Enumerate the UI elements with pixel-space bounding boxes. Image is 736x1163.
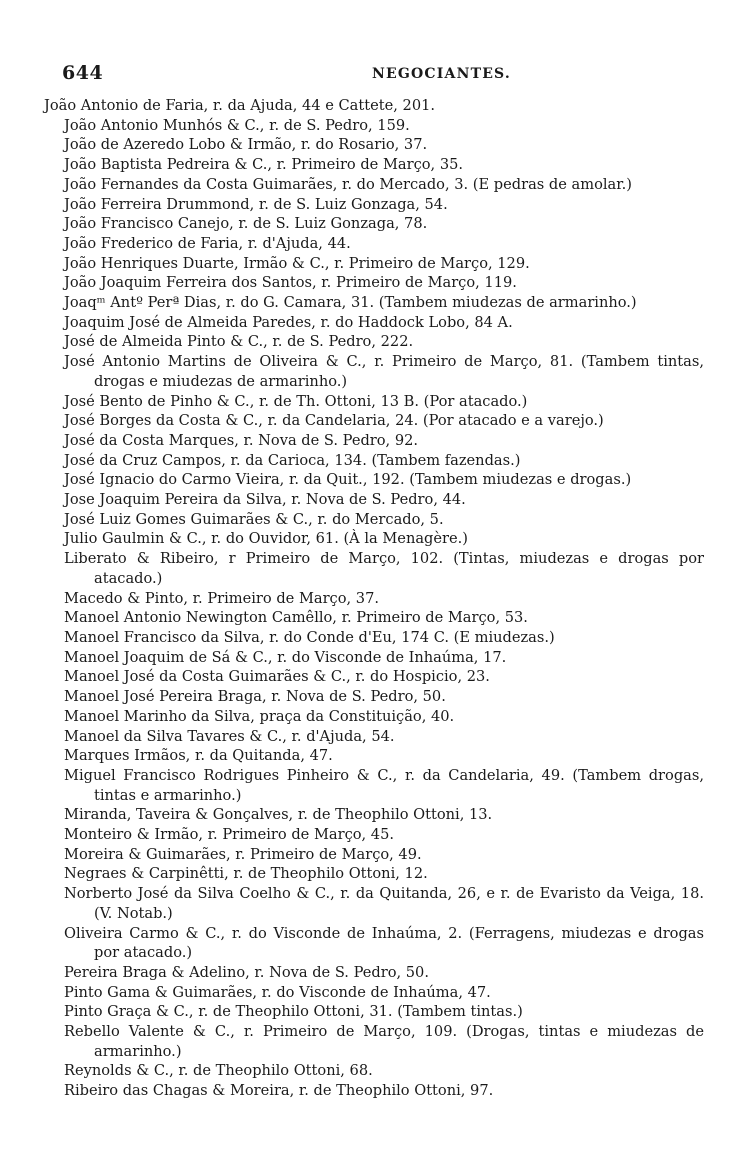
directory-entry: Manoel Joaquim de Sá & C., r. do Visconde de Inhaúma, 17. xyxy=(64,648,507,666)
directory-entry: Manoel Marinho da Silva, praça da Constituição, 40. xyxy=(64,707,455,725)
directory-entry: João Francisco Canejo, r. de S. Luiz Gonzaga, 78. xyxy=(64,215,428,233)
directory-entry: Rebello Valente & C., r. Primeiro de Março, 109. (Drogas, tintas e miudezas de armarinho.) xyxy=(64,1023,704,1060)
page-number: 644 xyxy=(62,62,104,84)
directory-entry: Miranda, Taveira & Gonçalves, r. de Theophilo Ottoni, 13. xyxy=(64,806,493,824)
directory-entry: Pereira Braga & Adelino, r. Nova de S. Pedro, 50. xyxy=(64,963,429,981)
running-head: NEGOCIANTES. xyxy=(372,66,511,82)
directory-entry: Norberto José da Silva Coelho & C., r. da Quitanda, 26, e r. de Evaristo da Veiga, 18. (V. Notab.) xyxy=(64,885,704,922)
directory-entry: João Fernandes da Costa Guimarães, r. do Mercado, 3. (E pedras de amolar.) xyxy=(64,175,632,193)
directory-entry: Liberato & Ribeiro, r Primeiro de Março, 102. (Tintas, miudezas e drogas por atacado.) xyxy=(64,550,704,587)
page-header xyxy=(62,62,702,90)
directory-entry: João Frederico de Faria, r. d'Ajuda, 44. xyxy=(64,234,351,252)
directory-entry: Oliveira Carmo & C., r. do Visconde de Inhaúma, 2. (Ferragens, miudezas e drogas por atacado.) xyxy=(64,924,704,962)
directory-entry: Negraes & Carpinêtti, r. de Theophilo Ottoni, 12. xyxy=(64,865,428,883)
directory-entry: João Ferreira Drummond, r. de S. Luiz Gonzaga, 54. xyxy=(64,195,448,213)
directory-entry: João Antonio de Faria, r. da Ajuda, 44 e Cattete, 201. xyxy=(44,97,436,114)
directory-entry: Macedo & Pinto, r. Primeiro de Março, 37. xyxy=(64,589,380,607)
directory-entry: João de Azeredo Lobo & Irmão, r. do Rosario, 37. xyxy=(64,136,428,154)
directory-entry: José Bento de Pinho & C., r. de Th. Ottoni, 13 B. (Por atacado.) xyxy=(64,392,528,410)
directory-entry: José da Cruz Campos, r. da Carioca, 134. (Tambem fazendas.) xyxy=(64,451,521,469)
directory-entry: José Antonio Martins de Oliveira & C., r. Primeiro de Março, 81. (Tambem tintas, drogas e miudezas de armarinho.) xyxy=(64,353,704,390)
directory-entries xyxy=(44,96,704,1101)
directory-entry: Moreira & Guimarães, r. Primeiro de Março, 49. xyxy=(64,845,422,863)
directory-entry: João Henriques Duarte, Irmão & C., r. Primeiro de Março, 129. xyxy=(64,254,530,272)
directory-entry: Manoel José da Costa Guimarães & C., r. do Hospicio, 23. xyxy=(64,668,490,686)
directory-entry: José de Almeida Pinto & C., r. de S. Pedro, 222. xyxy=(64,333,414,351)
directory-entry: José Ignacio do Carmo Vieira, r. da Quit., 192. (Tambem miudezas e drogas.) xyxy=(64,471,632,489)
directory-entry: Monteiro & Irmão, r. Primeiro de Março, 45. xyxy=(64,826,395,844)
directory-entry: João Antonio Munhós & C., r. de S. Pedro, 159. xyxy=(64,116,410,134)
directory-entry: Marques Irmãos, r. da Quitanda, 47. xyxy=(64,747,333,765)
directory-entry: Manoel da Silva Tavares & C., r. d'Ajuda, 54. xyxy=(64,727,395,745)
directory-entry: José Borges da Costa & C., r. da Candelaria, 24. (Por atacado e a varejo.) xyxy=(64,412,604,430)
directory-entry: Pinto Graça & C., r. de Theophilo Ottoni, 31. (Tambem tintas.) xyxy=(64,1003,523,1021)
directory-entry: Manoel Francisco da Silva, r. do Conde d'Eu, 174 C. (E miudezas.) xyxy=(64,628,555,646)
directory-entry: Reynolds & C., r. de Theophilo Ottoni, 68. xyxy=(64,1062,373,1080)
directory-entry: José da Costa Marques, r. Nova de S. Pedro, 92. xyxy=(64,431,419,449)
directory-entry: João Joaquim Ferreira dos Santos, r. Primeiro de Março, 119. xyxy=(64,274,517,292)
directory-entry: Joaquim José de Almeida Paredes, r. do Haddock Lobo, 84 A. xyxy=(64,313,513,331)
directory-entry: Ribeiro das Chagas & Moreira, r. de Theophilo Ottoni, 97. xyxy=(64,1082,494,1100)
directory-entry: Pinto Gama & Guimarães, r. do Visconde de Inhaúma, 47. xyxy=(64,983,491,1001)
directory-entry: Manoel Antonio Newington Camêllo, r. Primeiro de Março, 53. xyxy=(64,609,528,627)
directory-entry: Jose Joaquim Pereira da Silva, r. Nova de S. Pedro, 44. xyxy=(64,491,466,509)
directory-entry: José Luiz Gomes Guimarães & C., r. do Mercado, 5. xyxy=(64,510,444,528)
directory-entry: João Baptista Pedreira & C., r. Primeiro de Março, 35. xyxy=(64,156,464,174)
directory-entry: Miguel Francisco Rodrigues Pinheiro & C., r. da Candelaria, 49. (Tambem drogas, tintas e armarinho.) xyxy=(64,766,704,804)
directory-entry: Joaqᵐ Antº Perª Dias, r. do G. Camara, 31. (Tambem miudezas de armarinho.) xyxy=(64,294,637,312)
directory-entry: Manoel José Pereira Braga, r. Nova de S. Pedro, 50. xyxy=(64,688,446,706)
directory-entry: Julio Gaulmin & C., r. do Ouvidor, 61. (À la Menagère.) xyxy=(64,530,468,548)
